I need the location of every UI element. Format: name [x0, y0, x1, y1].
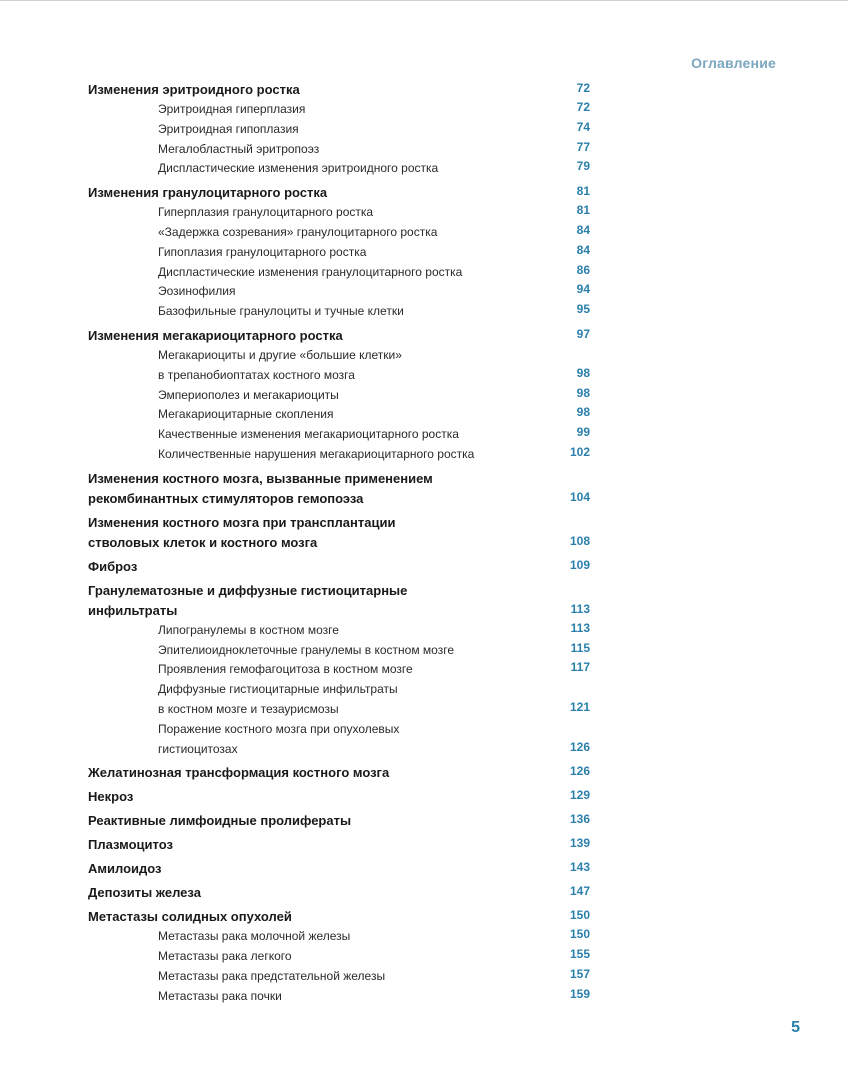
- toc-subsection-entry[interactable]: [88, 223, 590, 243]
- toc-subsection-entry[interactable]: [88, 641, 590, 661]
- toc-page-number: 109: [569, 557, 590, 572]
- toc-subsection-entry[interactable]: [88, 120, 590, 140]
- toc-subsection-title: Диффузные гистиоцитарные инфильтраты в костном мозге и тезаурисмозы: [158, 682, 398, 716]
- toc-subsection-entry[interactable]: [88, 159, 590, 179]
- toc-page-number: 147: [569, 884, 590, 899]
- toc-subsection-entry[interactable]: [88, 425, 590, 445]
- toc-subsection-entry[interactable]: [88, 346, 590, 386]
- toc-subsection-title: Мегакариоцитарные скопления: [158, 407, 334, 422]
- toc-chapter-entry[interactable]: [88, 859, 590, 879]
- toc-page-number: 129: [569, 788, 590, 803]
- toc-page-number: 95: [576, 302, 590, 317]
- toc-page-number: 77: [576, 139, 590, 154]
- toc-page-number: 139: [569, 836, 590, 851]
- toc-subsection-entry[interactable]: [88, 386, 590, 406]
- toc-page-number: 117: [570, 660, 590, 675]
- toc-subsection-title: Липогранулемы в костном мозге: [158, 622, 339, 637]
- toc-chapter-title: Депозиты железа: [88, 885, 201, 901]
- toc-subsection-title: Базофильные гранулоциты и тучные клетки: [158, 304, 404, 319]
- toc-chapter-title: Желатинозная трансформация костного мозга: [88, 765, 390, 781]
- toc-page-number: 84: [576, 242, 590, 257]
- toc-chapter-entry[interactable]: [88, 513, 590, 553]
- toc-chapter-entry[interactable]: [88, 883, 590, 903]
- toc-page-number: 126: [569, 739, 590, 754]
- toc-subsection-entry[interactable]: [88, 140, 590, 160]
- toc-subsection-title: Количественные нарушения мегакариоцитарного ростка: [158, 446, 475, 461]
- toc-page-number: 79: [576, 159, 590, 174]
- toc-page-number: 115: [570, 640, 590, 655]
- toc-subsection-title: Гиперплазия гранулоцитарного ростка: [158, 205, 374, 220]
- toc-page-number: 72: [576, 100, 590, 114]
- toc-chapter-entry[interactable]: [88, 469, 590, 509]
- toc-page-number: 104: [569, 489, 590, 504]
- toc-subsection-title: Мегакариоциты и другие «большие клетки» в трепанобиоптатах костного мозга: [158, 347, 402, 382]
- toc-subsection-entry[interactable]: [88, 947, 590, 967]
- toc-page-number: 97: [576, 326, 590, 341]
- toc-subsection-entry[interactable]: [88, 987, 590, 1007]
- toc-chapter-title: Реактивные лимфоидные пролифераты: [88, 813, 352, 829]
- toc-page-number: 113: [570, 601, 590, 616]
- toc-page-number: 98: [576, 385, 590, 400]
- toc-subsection-entry[interactable]: [88, 263, 590, 283]
- toc-page-number: 98: [576, 365, 590, 380]
- toc-subsection-title: Эмпериополез и мегакариоциты: [158, 387, 339, 402]
- toc-subsection-title: Диспластические изменения эритроидного ростка: [158, 161, 439, 176]
- toc-subsection-entry[interactable]: [88, 405, 590, 425]
- toc-chapter-entry[interactable]: [88, 811, 590, 831]
- toc-subsection-title: Метастазы рака молочной железы: [158, 929, 351, 944]
- toc-page-number: 126: [569, 764, 590, 779]
- toc-chapter-entry[interactable]: [88, 80, 590, 100]
- toc-subsection-entry[interactable]: [88, 302, 590, 322]
- toc-chapter-entry[interactable]: [88, 581, 590, 621]
- page-header-title: Оглавление: [691, 55, 776, 71]
- toc-page-number: 121: [569, 699, 590, 714]
- toc-chapter-entry[interactable]: [88, 183, 590, 203]
- toc-page-number: 102: [569, 444, 590, 459]
- toc-subsection-title: Поражение костного мозга при опухолевых гистиоцитозах: [158, 721, 400, 756]
- toc-subsection-entry[interactable]: [88, 203, 590, 223]
- toc-page-number: 150: [569, 927, 590, 942]
- toc-subsection-entry[interactable]: [88, 282, 590, 302]
- toc-page-number: 99: [576, 425, 590, 440]
- toc-page-number: 84: [576, 222, 590, 237]
- page-number: 5: [791, 1019, 800, 1036]
- toc-subsection-entry[interactable]: [88, 445, 590, 465]
- toc-subsection-entry[interactable]: [88, 927, 590, 947]
- toc-page-number: 113: [570, 620, 590, 635]
- toc-page-number: 108: [569, 533, 590, 548]
- toc-page-number: 136: [569, 812, 590, 827]
- toc-page-number: 159: [569, 986, 590, 1001]
- toc-page-number: 81: [576, 203, 590, 218]
- toc-subsection-title: Эозинофилия: [158, 284, 236, 299]
- toc-chapter-entry[interactable]: [88, 326, 590, 346]
- toc-subsection-entry[interactable]: [88, 967, 590, 987]
- toc-subsection-title: Метастазы рака предстательной железы: [158, 968, 386, 983]
- toc-subsection-title: Метастазы рака почки: [158, 988, 282, 1003]
- toc-page-number: 157: [569, 966, 590, 981]
- toc-page-number: 143: [569, 860, 590, 875]
- toc-chapter-title: Некроз: [88, 789, 134, 805]
- toc-chapter-title: Изменения эритроидного ростка: [88, 82, 300, 97]
- toc-subsection-entry[interactable]: [88, 100, 590, 120]
- toc-page-number: 86: [576, 262, 590, 277]
- toc-page-number: 98: [576, 405, 590, 420]
- toc-subsection-title: Метастазы рака легкого: [158, 949, 292, 964]
- toc-subsection-entry[interactable]: [88, 720, 590, 760]
- toc-chapter-title: Изменения костного мозга, вызванные применением рекомбинантных стимуляторов гемопоэза: [88, 470, 433, 506]
- toc-subsection-entry[interactable]: [88, 621, 590, 641]
- toc-page-number: 94: [576, 282, 590, 297]
- toc-chapter-title: Плазмоцитоз: [88, 837, 173, 853]
- toc-subsection-entry[interactable]: [88, 243, 590, 263]
- toc-chapter-title: Гранулематозные и диффузные гистиоцитарные инфильтраты: [88, 582, 408, 618]
- toc-subsection-title: Качественные изменения мегакариоцитарного ростка: [158, 427, 459, 442]
- toc-chapter-entry[interactable]: [88, 835, 590, 855]
- toc-chapter-title: Изменения костного мозга при трансплантации стволовых клеток и костного мозга: [88, 514, 396, 550]
- toc-chapter-entry[interactable]: [88, 763, 590, 783]
- toc-chapter-entry[interactable]: [88, 907, 590, 927]
- toc-subsection-entry[interactable]: [88, 660, 590, 680]
- toc-chapter-title: Изменения мегакариоцитарного ростка: [88, 327, 343, 343]
- toc-page-number: 150: [569, 908, 590, 923]
- toc-chapter-title: Фиброз: [88, 558, 138, 574]
- toc-subsection-title: Проявления гемофагоцитоза в костном мозге: [158, 662, 413, 677]
- toc-chapter-entry[interactable]: [88, 557, 590, 577]
- toc-page-number: 155: [569, 947, 590, 962]
- toc-chapter-title: Амилоидоз: [88, 861, 162, 877]
- toc-subsection-title: Эпителиоидноклеточные гранулемы в костном мозге: [158, 642, 454, 657]
- toc-subsection-entry[interactable]: [88, 680, 590, 720]
- toc-subsection-title: Гипоплазия гранулоцитарного ростка: [158, 244, 367, 259]
- toc-subsection-title: Мегалобластный эритропоэз: [158, 141, 320, 156]
- toc-page-number: 81: [576, 184, 590, 199]
- table-of-contents: [88, 80, 590, 1007]
- toc-subsection-title: Эритроидная гиперплазия: [158, 102, 306, 116]
- toc-subsection-title: «Задержка созревания» гранулоцитарного ростка: [158, 224, 438, 239]
- toc-chapter-title: Метастазы солидных опухолей: [88, 909, 292, 925]
- page-top-border: [0, 0, 848, 7]
- toc-page-number: 74: [576, 119, 590, 134]
- toc-subsection-title: Эритроидная гипоплазия: [158, 121, 299, 136]
- toc-chapter-title: Изменения гранулоцитарного ростка: [88, 185, 328, 201]
- toc-page-number: 72: [576, 81, 590, 95]
- toc-chapter-entry[interactable]: [88, 787, 590, 807]
- toc-subsection-title: Диспластические изменения гранулоцитарного ростка: [158, 264, 463, 279]
